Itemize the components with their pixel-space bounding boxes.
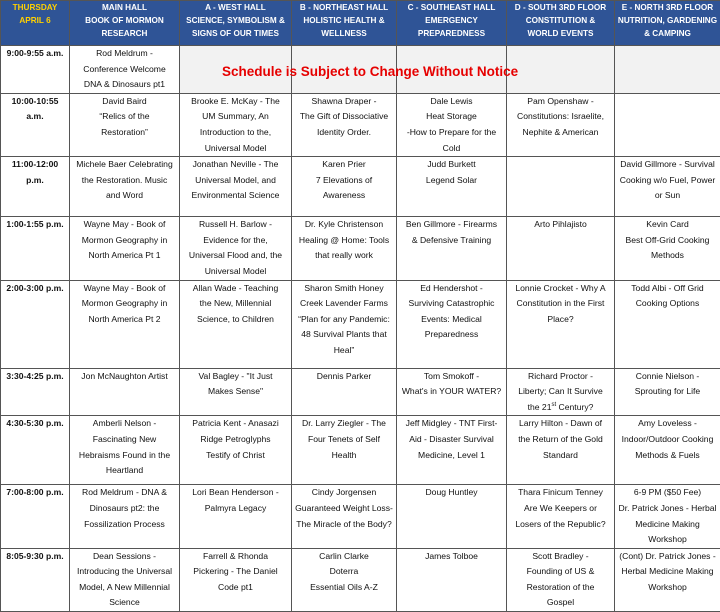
cell-line: Aid - Disaster Survival <box>409 434 494 444</box>
session-cell <box>70 46 180 94</box>
cell-line: Cooking w/o Fuel, Power <box>620 175 716 185</box>
time-slot <box>1 217 70 280</box>
cell-line: Scott Bradley - <box>532 551 588 561</box>
cell-line: Farrell & Rhonda <box>203 551 268 561</box>
cell-line: D - SOUTH 3RD FLOOR <box>515 3 606 12</box>
cell-line: What's in YOUR WATER? <box>402 386 501 396</box>
cell-line: Dennis Parker <box>317 371 371 381</box>
cell-line: 6-9 PM ($50 Fee) <box>634 487 701 497</box>
session-cell <box>397 485 507 548</box>
cell-line: Mormon Geography in <box>82 235 168 245</box>
cell-line: Rod Meldrum - DNA & <box>82 487 167 497</box>
cell-line: Hebraisms Found in the <box>79 450 170 460</box>
cell-line: Dr. Kyle Christenson <box>305 219 383 229</box>
session-cell <box>507 548 615 611</box>
cell-line: Environmental Science <box>192 190 280 200</box>
session-cell <box>397 548 507 611</box>
cell-line: Fascinating New <box>93 434 157 444</box>
southeast-hall-header <box>397 1 507 46</box>
cell-line: Losers of the Republic? <box>515 519 605 529</box>
cell-line: & CAMPING <box>644 29 691 38</box>
west-hall-header <box>180 1 292 46</box>
session-cell <box>507 416 615 485</box>
cell-line: David Baird <box>102 96 146 106</box>
time-slot <box>1 157 70 217</box>
cell-line: Jeff Midgley - TNT First- <box>406 418 498 428</box>
cell-line: Fossilization Process <box>84 519 165 529</box>
cell-line: Conference Welcome <box>83 64 165 74</box>
cell-line: MAIN HALL <box>102 3 147 12</box>
cell-line: James Tolboe <box>425 551 478 561</box>
cell-line: -How to Prepare for the <box>407 127 496 137</box>
cell-line: BOOK OF MORMON <box>85 16 164 25</box>
cell-line: A - WEST HALL <box>205 3 266 12</box>
session-cell <box>70 280 180 368</box>
cell-line: Heal” <box>334 345 355 355</box>
cell-line: North America Pt 2 <box>88 314 160 324</box>
session-cell <box>507 280 615 368</box>
cell-line: B - NORTHEAST HALL <box>300 3 388 12</box>
cell-line: Wayne May - Book of <box>84 283 166 293</box>
cell-line: 10:00-10:55 <box>12 96 59 106</box>
cell-line: Workshop <box>648 534 687 544</box>
session-cell <box>615 548 720 611</box>
cell-line: North America Pt 1 <box>88 250 160 260</box>
cell-line: the 21st Century? <box>528 402 594 412</box>
cell-line: 11:00-12:00 <box>12 159 58 169</box>
cell-line: Todd Albi - Off Grid <box>631 283 703 293</box>
session-cell <box>292 280 397 368</box>
session-cell <box>70 368 180 416</box>
schedule-row <box>1 548 720 611</box>
cell-line: Arto Pihlajisto <box>534 219 587 229</box>
cell-line: Gospel <box>547 597 574 607</box>
cell-line: Connie Nielson - <box>636 371 700 381</box>
time-slot <box>1 93 70 156</box>
cell-line: Founding of US & <box>527 566 595 576</box>
cell-line: Restoration” <box>101 127 148 137</box>
cell-line: Introducing the Universal <box>77 566 172 576</box>
cell-line: UM Summary, An <box>202 111 269 121</box>
session-cell <box>180 280 292 368</box>
cell-line: 7:00-8:00 p.m. <box>6 487 63 497</box>
cell-line: CONSTITUTION & <box>526 16 596 25</box>
cell-line: Standard <box>543 450 578 460</box>
cell-line: EMERGENCY <box>425 16 478 25</box>
session-cell <box>615 46 720 94</box>
session-cell <box>180 157 292 217</box>
cell-line: Essential Oils A-Z <box>310 582 378 592</box>
cell-line: Awareness <box>323 190 365 200</box>
cell-line: Larry Hilton - Dawn of <box>519 418 602 428</box>
cell-line: 1:00-1:55 p.m. <box>6 219 63 229</box>
cell-line: Health <box>332 450 357 460</box>
time-slot <box>1 485 70 548</box>
cell-line: Cindy Jorgensen <box>312 487 377 497</box>
session-cell <box>507 485 615 548</box>
schedule-row <box>1 217 720 280</box>
session-cell <box>70 548 180 611</box>
cell-line: Amberli Nelson - <box>93 418 157 428</box>
session-cell <box>397 280 507 368</box>
session-cell <box>180 485 292 548</box>
session-cell <box>180 93 292 156</box>
cell-line: WORLD EVENTS <box>528 29 594 38</box>
schedule-header-row <box>1 1 720 46</box>
session-cell <box>292 485 397 548</box>
cell-line: & Defensive Training <box>412 235 491 245</box>
cell-line: Nephite & American <box>523 127 599 137</box>
cell-line: Dale Lewis <box>430 96 472 106</box>
cell-line: Are We Keepers or <box>524 503 597 513</box>
cell-line: Russell H. Barlow - <box>199 219 272 229</box>
cell-line: 2:00-3:00 p.m. <box>6 283 63 293</box>
cell-line: Testify of Christ <box>206 450 265 460</box>
schedule-row <box>1 485 720 548</box>
cell-line: Tom Smokoff - <box>424 371 479 381</box>
cell-line: Cold <box>443 143 461 153</box>
cell-line: 4:30-5:30 p.m. <box>6 418 63 428</box>
cell-line: Heat Storage <box>426 111 477 121</box>
cell-line: Universal Model <box>205 143 267 153</box>
cell-line: PREPAREDNESS <box>418 29 485 38</box>
session-cell <box>615 93 720 156</box>
session-cell <box>180 368 292 416</box>
session-cell <box>70 416 180 485</box>
cell-line: Lori Bean Henderson - <box>192 487 278 497</box>
cell-line: Identity Order. <box>317 127 371 137</box>
cell-line: Allan Wade - Teaching <box>193 283 279 293</box>
cell-line: Events: Medical <box>421 314 482 324</box>
cell-line: Carlin Clarke <box>319 551 369 561</box>
cell-line: Model, A New Millennial <box>79 582 170 592</box>
cell-line: The Gift of Dissociative <box>300 111 388 121</box>
session-cell <box>615 368 720 416</box>
cell-line: Patricia Kent - Anasazi <box>192 418 278 428</box>
north-3rd-floor-header <box>615 1 720 46</box>
cell-line: Methods <box>651 250 684 260</box>
session-cell <box>180 217 292 280</box>
cell-line: C - SOUTHEAST HALL <box>408 3 496 12</box>
session-cell <box>397 217 507 280</box>
cell-line: 9:00-9:55 a.m. <box>7 48 64 58</box>
cell-line: or Sun <box>655 190 680 200</box>
session-cell <box>70 157 180 217</box>
day-header <box>1 1 70 46</box>
cell-line: Preparedness <box>425 329 479 339</box>
session-cell <box>397 157 507 217</box>
cell-line: David Gillmore - Survival <box>620 159 715 169</box>
cell-line: Code pt1 <box>218 582 253 592</box>
cell-line: SCIENCE, SYMBOLISM & <box>186 16 285 25</box>
cell-line: The Miracle of the Body? <box>296 519 392 529</box>
session-cell <box>180 548 292 611</box>
schedule-row <box>1 368 720 416</box>
session-cell <box>70 93 180 156</box>
cell-line: Sprouting for Life <box>635 386 700 396</box>
cell-line: that really work <box>315 250 373 260</box>
cell-line: Shawna Draper - <box>312 96 377 106</box>
cell-line: Best Off-Grid Cooking <box>626 235 710 245</box>
cell-line: Constitution in the First <box>517 298 605 308</box>
cell-line: WELLNESS <box>321 29 367 38</box>
time-slot <box>1 368 70 416</box>
session-cell <box>397 93 507 156</box>
cell-line: Doterra <box>330 566 359 576</box>
cell-line: RESEARCH <box>102 29 148 38</box>
cell-line: Universal Flood and, the <box>189 250 282 260</box>
session-cell <box>292 368 397 416</box>
cell-line: Medicine, Level 1 <box>418 450 485 460</box>
time-slot <box>1 46 70 94</box>
cell-line: Science, to Children <box>197 314 274 324</box>
session-cell <box>615 157 720 217</box>
session-cell <box>615 485 720 548</box>
cell-line: Ben Gillmore - Firearms <box>406 219 497 229</box>
cell-line: Rod Meldrum - <box>96 48 153 58</box>
schedule-change-notice: Schedule is Subject to Change Without Notice <box>222 64 518 79</box>
south-3rd-floor-header <box>507 1 615 46</box>
session-cell <box>70 485 180 548</box>
cell-line: Karen Prier <box>322 159 365 169</box>
cell-line: Kevin Card <box>646 219 689 229</box>
cell-line: p.m. <box>26 175 44 185</box>
cell-line: Michele Baer Celebrating <box>76 159 173 169</box>
cell-line: the Return of the Gold <box>518 434 603 444</box>
cell-line: 48 Survival Plants that <box>301 329 387 339</box>
session-cell <box>292 548 397 611</box>
session-cell <box>292 217 397 280</box>
time-slot <box>1 416 70 485</box>
session-cell <box>507 157 615 217</box>
session-cell <box>292 416 397 485</box>
cell-line: Restoration of the <box>527 582 595 592</box>
cell-line: Surviving Catastrophic <box>409 298 495 308</box>
session-cell <box>615 280 720 368</box>
cell-line: Amy Loveless - <box>638 418 697 428</box>
cell-line: Universal Model <box>205 266 267 276</box>
schedule-body <box>1 46 720 612</box>
time-slot <box>1 280 70 368</box>
cell-line: Jonathan Neville - The <box>193 159 279 169</box>
cell-line: Pam Openshaw - <box>527 96 593 106</box>
schedule-row <box>1 416 720 485</box>
cell-line: Heartland <box>106 465 143 475</box>
cell-line: Judd Burkett <box>427 159 475 169</box>
cell-line: Richard Proctor - <box>528 371 593 381</box>
cell-line: 8:05-9:30 p.m. <box>6 551 63 561</box>
northeast-hall-header <box>292 1 397 46</box>
session-cell <box>507 368 615 416</box>
schedule-row <box>1 157 720 217</box>
cell-line: HOLISTIC HEALTH & <box>303 16 384 25</box>
cell-line: NUTRITION, GARDENING <box>618 16 717 25</box>
cell-line: Liberty; Can It Survive <box>518 386 603 396</box>
cell-line: “Relics of the <box>99 111 149 121</box>
session-cell <box>292 157 397 217</box>
cell-line: and Word <box>106 190 143 200</box>
cell-line: Pickering - The Daniel <box>193 566 277 576</box>
session-cell <box>507 46 615 94</box>
session-cell <box>180 416 292 485</box>
cell-line: Legend Solar <box>426 175 477 185</box>
session-cell <box>615 217 720 280</box>
cell-line: DNA & Dinosaurs pt1 <box>84 79 165 89</box>
cell-line: Mormon Geography in <box>82 298 168 308</box>
cell-line: “Plan for any Pandemic: <box>298 314 390 324</box>
cell-line: Brooke E. McKay - The <box>191 96 280 106</box>
main-hall-header <box>70 1 180 46</box>
cell-line: Jon McNaughton Artist <box>81 371 167 381</box>
cell-line: Workshop <box>648 582 687 592</box>
cell-line: Wayne May - Book of <box>84 219 166 229</box>
cell-line: Dr. Patrick Jones - Herbal <box>619 503 717 513</box>
cell-line: Doug Huntley <box>425 487 477 497</box>
cell-line: Lonnie Crocket - Why A <box>515 283 605 293</box>
cell-line: Dinosaurs pt2: the <box>90 503 160 513</box>
cell-line: SIGNS OF OUR TIMES <box>192 29 279 38</box>
cell-line: 7 Elevations of <box>316 175 372 185</box>
cell-line: APRIL 6 <box>19 16 50 25</box>
cell-line: the New, Millennial <box>200 298 272 308</box>
session-cell <box>507 93 615 156</box>
cell-line: Val Bagley - "It Just <box>198 371 272 381</box>
time-slot <box>1 548 70 611</box>
session-cell <box>397 416 507 485</box>
session-cell <box>292 93 397 156</box>
cell-line: Indoor/Outdoor Cooking <box>622 434 714 444</box>
cell-line: Introduction to the, <box>200 127 271 137</box>
cell-line: Ridge Petroglyphs <box>200 434 270 444</box>
cell-line: Place? <box>547 314 573 324</box>
session-cell <box>70 217 180 280</box>
cell-line: Guaranteed Weight Loss- <box>295 503 393 513</box>
cell-line: Thara Finicum Tenney <box>518 487 603 497</box>
cell-line: Dr. Larry Ziegler - The <box>302 418 386 428</box>
cell-line: Constitutions: Israelite, <box>517 111 604 121</box>
cell-line: E - NORTH 3RD FLOOR <box>622 3 713 12</box>
cell-line: Medicine Making <box>635 519 699 529</box>
schedule-row <box>1 93 720 156</box>
cell-line: Evidence for the, <box>203 235 268 245</box>
cell-line: (Cont) Dr. Patrick Jones - <box>619 551 715 561</box>
cell-line: the Restoration. Music <box>82 175 168 185</box>
cell-line: Cooking Options <box>636 298 700 308</box>
session-cell <box>507 217 615 280</box>
cell-line: Dean Sessions - <box>93 551 156 561</box>
cell-line: Ed Hendershot - <box>420 283 483 293</box>
cell-line: Four Tenets of Self <box>308 434 380 444</box>
cell-line: Universal Model, and <box>195 175 276 185</box>
cell-line: Creek Lavender Farms <box>300 298 388 308</box>
cell-line: Sharon Smith Honey <box>304 283 383 293</box>
cell-line: 3:30-4:25 p.m. <box>6 371 63 381</box>
cell-line: Science <box>109 597 140 607</box>
cell-line: a.m. <box>26 111 43 121</box>
session-cell <box>615 416 720 485</box>
cell-line: THURSDAY <box>13 3 58 12</box>
cell-line: Herbal Medicine Making <box>621 566 713 576</box>
cell-line: Makes Sense" <box>208 386 263 396</box>
schedule-row <box>1 280 720 368</box>
cell-line: Palmyra Legacy <box>205 503 267 513</box>
session-cell <box>397 368 507 416</box>
cell-line: Healing @ Home: Tools <box>299 235 389 245</box>
cell-line: Methods & Fuels <box>635 450 699 460</box>
